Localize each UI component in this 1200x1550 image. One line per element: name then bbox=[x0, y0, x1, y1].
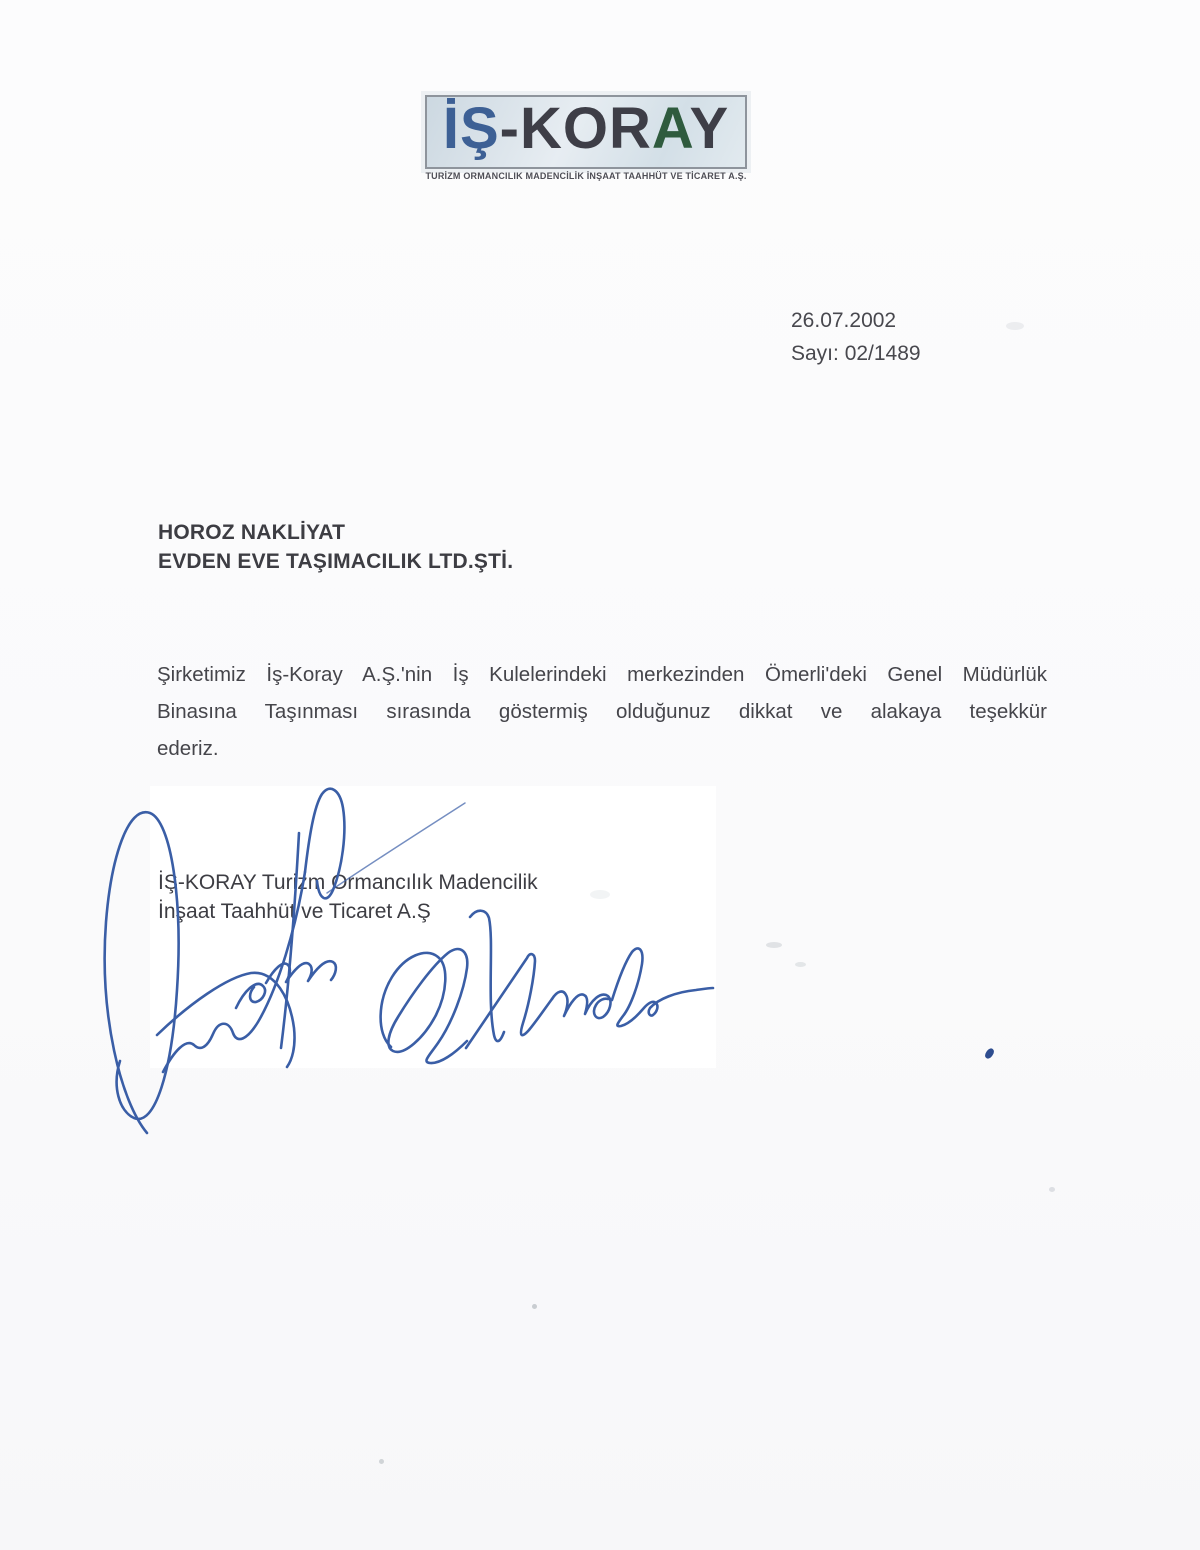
logo-wordmark-part: İŞ bbox=[442, 96, 500, 161]
scan-speck bbox=[766, 942, 782, 948]
company-logo bbox=[425, 95, 747, 169]
reference-number: Sayı: 02/1489 bbox=[791, 342, 921, 365]
scan-bright-patch bbox=[150, 786, 716, 1068]
signature-company-block bbox=[158, 868, 538, 926]
logo-wordmark-part: Y bbox=[689, 96, 730, 161]
scan-speck bbox=[532, 1304, 537, 1309]
body-line: ederiz. bbox=[157, 737, 219, 760]
logo-wordmark-part: -KOR bbox=[499, 96, 652, 161]
body-line: Şirketimiz İş-Koray A.Ş.'nin İş Kulelerindeki merkezinden Ömerli'deki Genel Müdürlük bbox=[157, 663, 1047, 686]
recipient-line-1: HOROZ NAKLİYAT bbox=[158, 521, 346, 544]
body-line: Binasına Taşınması sırasında göstermiş olduğunuz dikkat ve alakaya teşekkür bbox=[157, 700, 1047, 723]
recipient-block bbox=[158, 518, 513, 576]
logo-wordmark bbox=[442, 96, 730, 164]
scan-speck bbox=[379, 1459, 384, 1464]
logo-subtitle: TURİZM ORMANCILIK MADENCİLİK İNŞAAT TAAHHÜT VE TİCARET A.Ş. bbox=[425, 171, 747, 181]
scan-speck bbox=[1049, 1187, 1055, 1192]
date-block bbox=[791, 304, 921, 370]
letter-date: 26.07.2002 bbox=[791, 309, 897, 332]
scan-speck bbox=[590, 890, 610, 899]
signature-company-line-1: İŞ-KORAY Turizm Ormancılık Madencilik bbox=[158, 871, 538, 894]
letter-body bbox=[157, 656, 1047, 767]
signature-company-line-2: İnşaat Taahhüt ve Ticaret A.Ş bbox=[158, 900, 431, 923]
scan-speck bbox=[795, 962, 806, 967]
scan-speck bbox=[1006, 322, 1024, 330]
ink-speck bbox=[983, 1047, 995, 1060]
logo-wordmark-part: A bbox=[651, 96, 690, 161]
recipient-line-2: EVDEN EVE TAŞIMACILIK LTD.ŞTİ. bbox=[158, 550, 514, 573]
